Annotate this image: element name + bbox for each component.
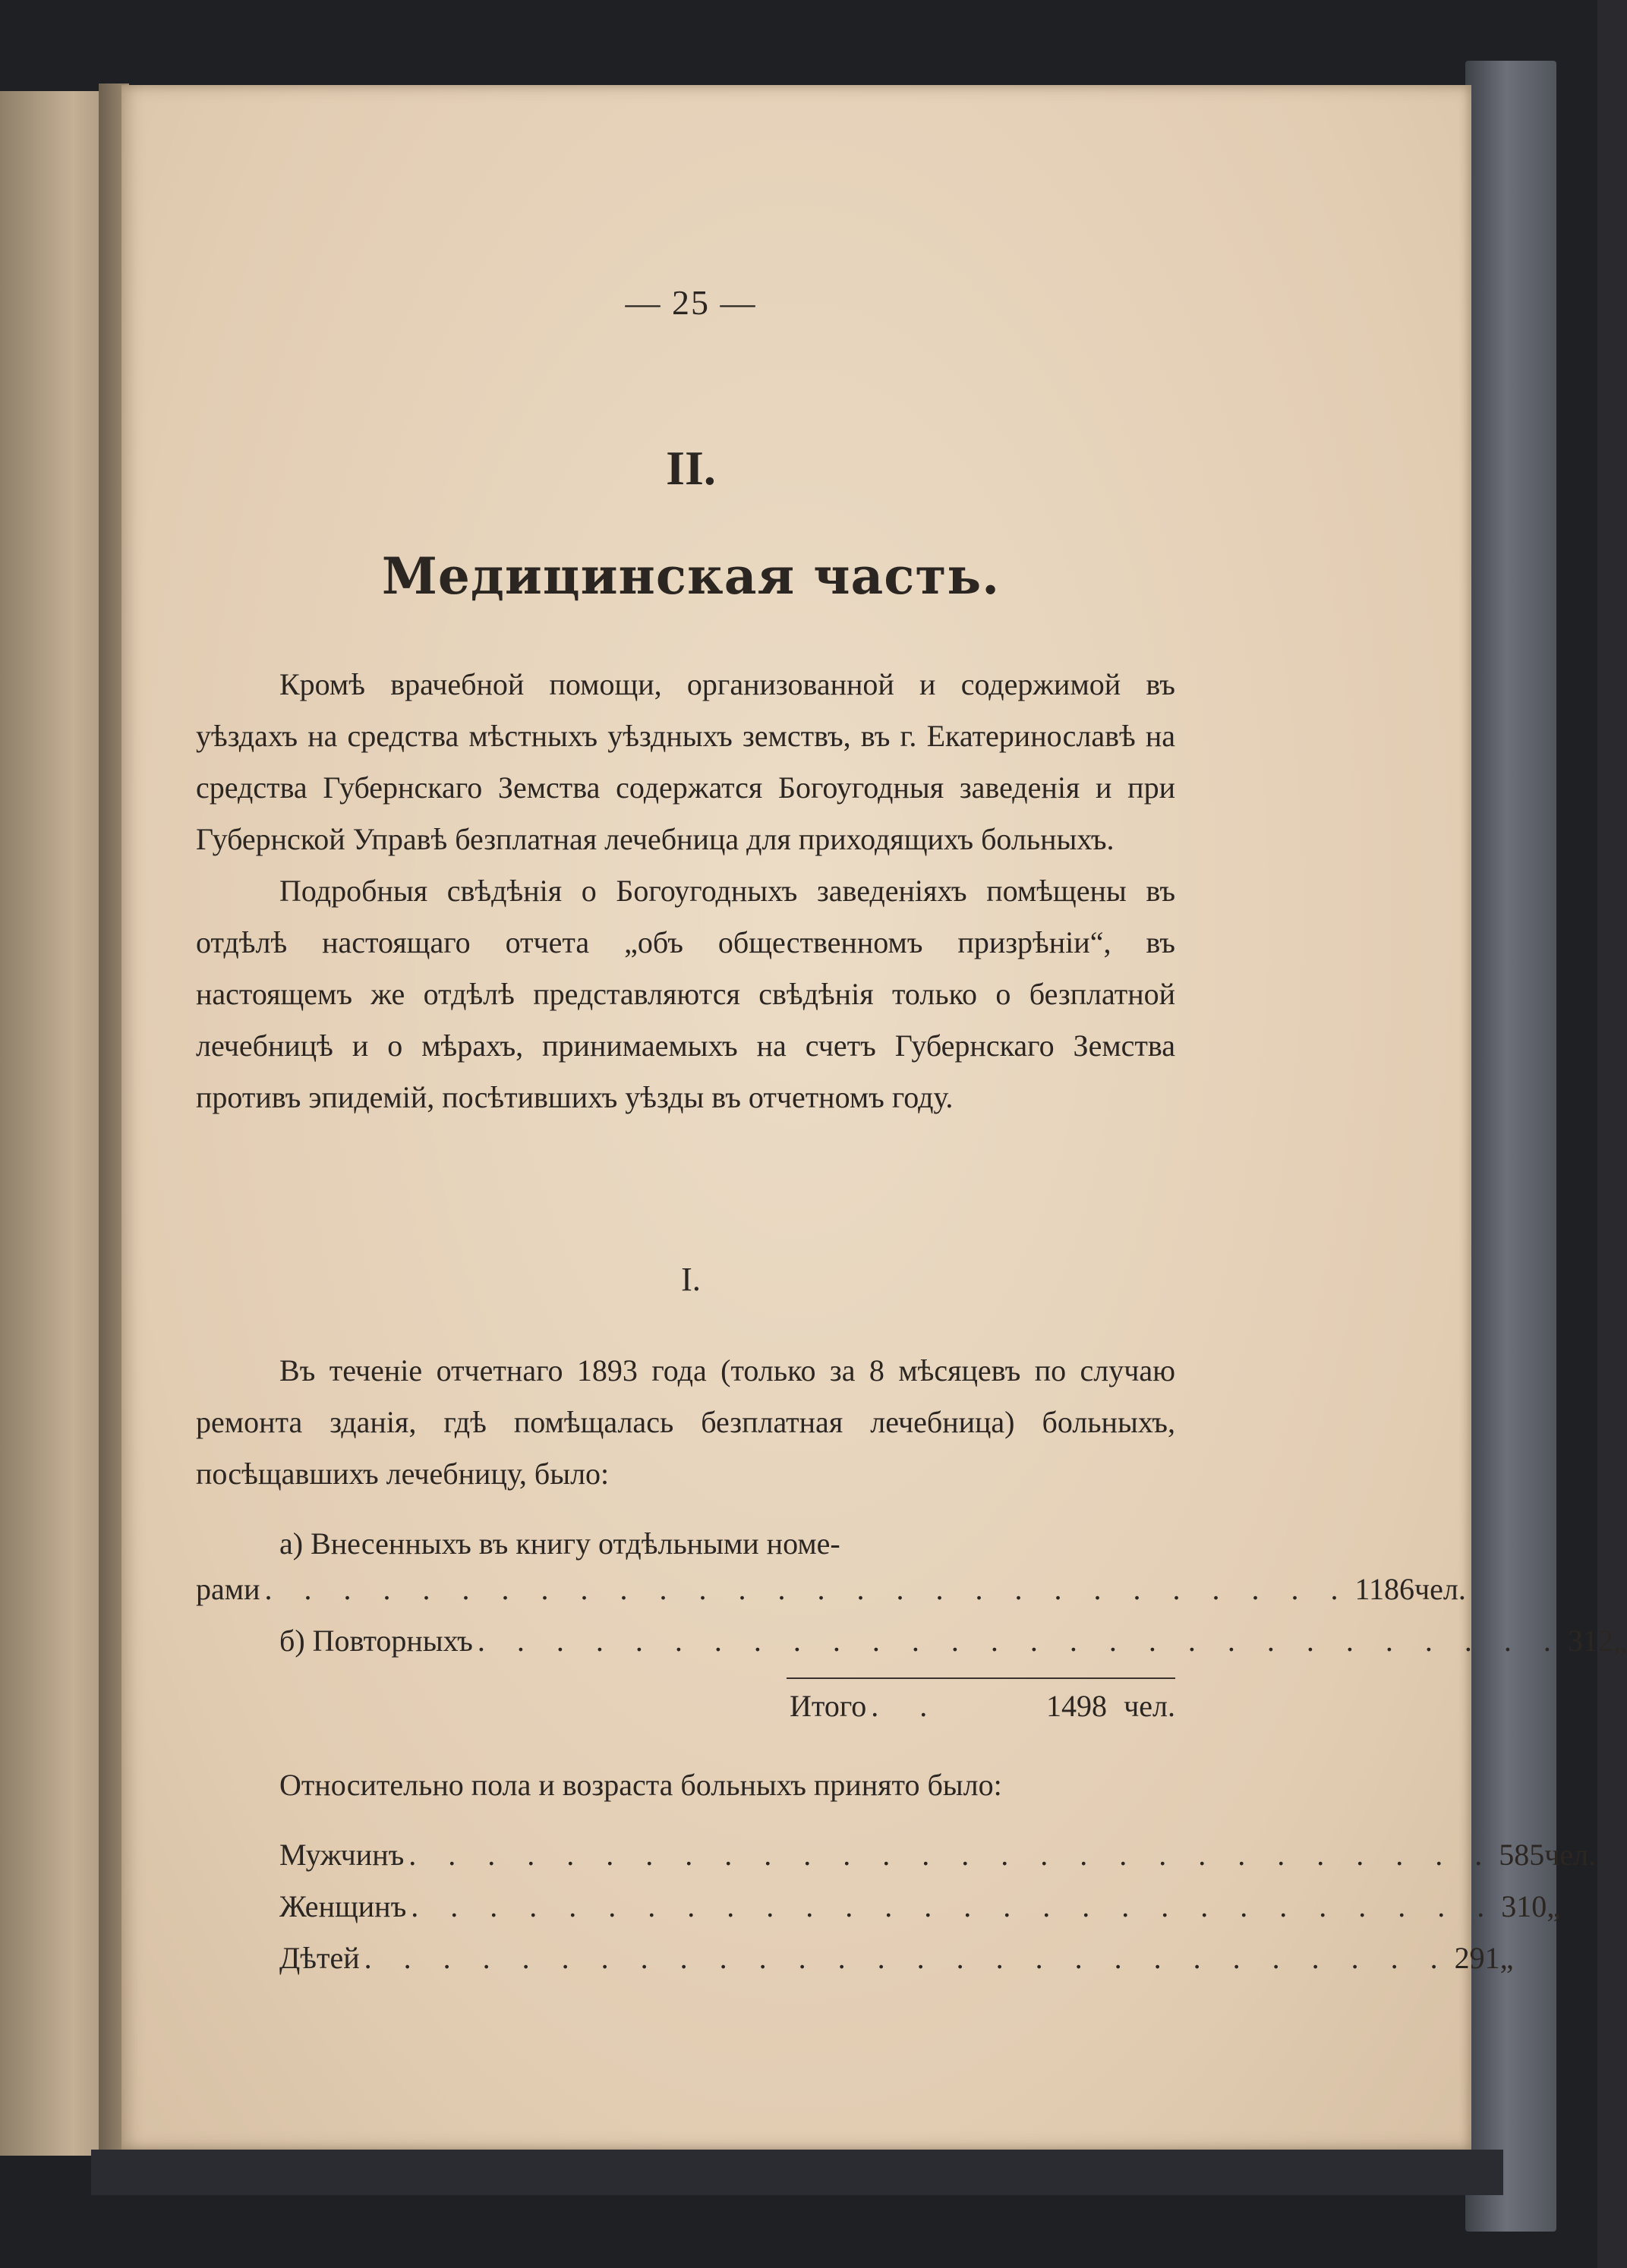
- women-label: Женщинъ: [279, 1889, 407, 1923]
- leader-dots-short: . .: [871, 1689, 944, 1723]
- total-unit: чел.: [1124, 1689, 1175, 1723]
- row-a-unit: чел.: [1414, 1572, 1466, 1606]
- children-value: 291: [1454, 1941, 1500, 1975]
- children-unit: „: [1499, 1941, 1514, 1975]
- men-value: 585: [1499, 1838, 1545, 1872]
- leader-dots: . . . . . . . . . . . . . . . . . . . . . . . . . . . .: [408, 1838, 1495, 1872]
- leader-dots: . . . . . . . . . . . . . . . . . . . . . . . . . . . .: [411, 1889, 1497, 1923]
- row-a-label-line2: рами: [196, 1572, 260, 1606]
- body-text: [196, 659, 1175, 1123]
- table-row-men: [196, 1837, 1597, 1882]
- paragraph-1: Кромѣ врачебной помощи, организованной и содержимой въ уѣздахъ на средства мѣстныхъ уѣздныхъ земствъ, въ г. Екатеринославѣ на средства Губернскаго Земства содержатся Богоугодныя заведенія и при Губернской Управѣ безплатная лечебница для приходящихъ больныхъ.: [196, 667, 1175, 856]
- page-bottom-edge: [91, 2150, 1503, 2195]
- section-number: II.: [666, 441, 716, 495]
- men-unit: чел.: [1544, 1838, 1597, 1872]
- women-value: 310: [1501, 1889, 1547, 1923]
- men-label: Мужчинъ: [279, 1838, 405, 1872]
- leader-dots: . . . . . . . . . . . . . . . . . . . . . . . . . . . .: [364, 1941, 1450, 1975]
- row-b-value: 312: [1567, 1624, 1613, 1658]
- table-row-children: [196, 1940, 1514, 1986]
- row-a-label-line1: а) Внесенныхъ въ книгу отдѣльными номе-: [279, 1526, 840, 1561]
- paragraph-relative: Относительно пола и возраста больныхъ принято было:: [279, 1768, 1002, 1802]
- leader-dots: . . . . . . . . . . . . . . . . . . . . . . . . . . . .: [264, 1572, 1351, 1606]
- children-label: Дѣтей: [279, 1941, 360, 1975]
- page-number: — 25 —: [625, 283, 757, 322]
- paragraph-2: Подробныя свѣдѣнія о Богоугодныхъ заведеніяхъ помѣщены въ отдѣлѣ настоящаго отчета „объ общественномъ призрѣніи“, въ настоящемъ же отдѣлѣ представляются свѣдѣнія только о безплатной лечебницѣ и о мѣрахъ, принимаемыхъ на счетъ Губернскаго Земства противъ эпидемій, посѣтившихъ уѣзды въ отчетномъ году.: [196, 874, 1175, 1114]
- row-b-unit: „: [1613, 1624, 1627, 1658]
- row-a-value: 1186: [1354, 1572, 1414, 1606]
- paragraph-intro: Въ теченіе отчетнаго 1893 года (только за 8 мѣсяцевъ по случаю ремонта зданія, гдѣ помѣщалась безплатная лечебница) больныхъ, посѣщавшихъ лечебницу, было:: [196, 1353, 1175, 1491]
- table-row-b: [196, 1623, 1627, 1668]
- total-value: 1498: [1046, 1689, 1107, 1723]
- table-row-women: [196, 1888, 1561, 1934]
- row-b-label: б) Повторныхъ: [279, 1624, 473, 1658]
- leader-dots: . . . . . . . . . . . . . . . . . . . . . . . . . . . .: [477, 1624, 1563, 1658]
- relative-intro-text: [196, 1759, 1175, 1811]
- table-row-a: [196, 1571, 1466, 1617]
- total-label: Итого: [790, 1689, 867, 1723]
- total-rule: [787, 1677, 1175, 1679]
- table-row-total: [790, 1688, 1175, 1734]
- subsection-number: I.: [681, 1261, 701, 1298]
- section-title: Медицинская часть.: [381, 547, 1001, 606]
- intro-text: [196, 1345, 1175, 1500]
- women-unit: „: [1547, 1889, 1561, 1923]
